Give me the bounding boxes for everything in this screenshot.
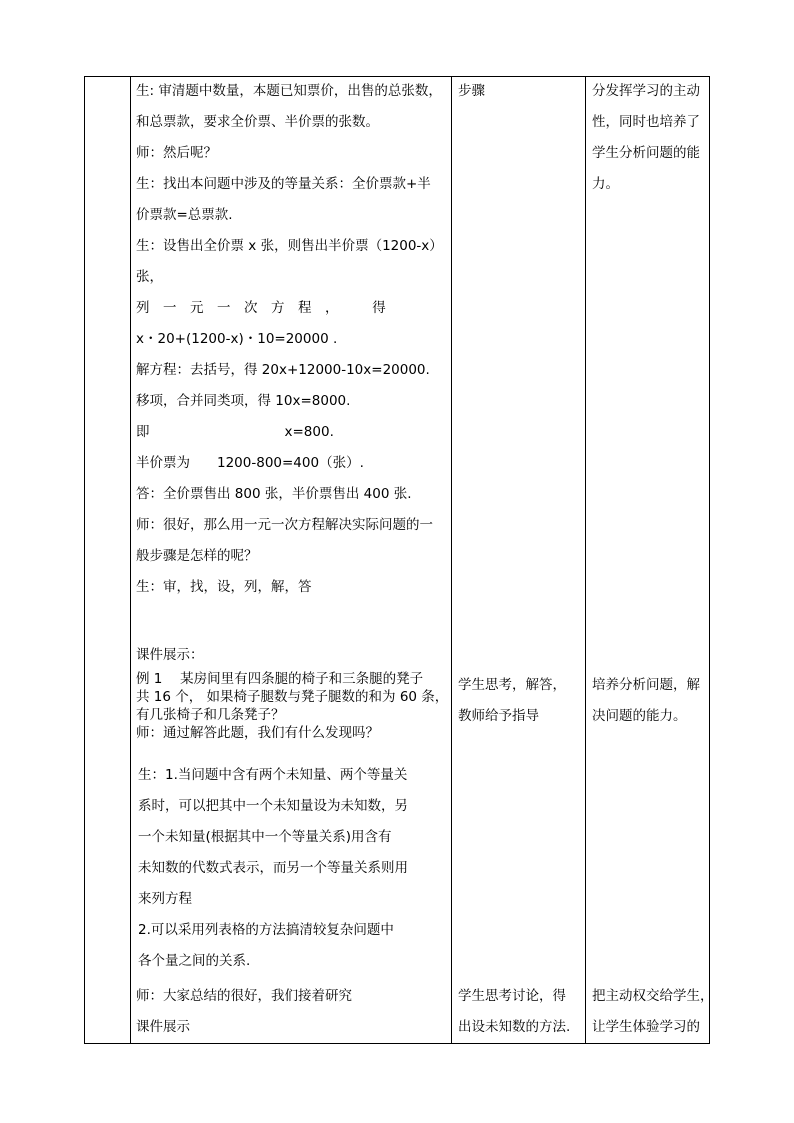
text-line: 分发挥学习的主动 [592,83,700,99]
text-line: 学生思考讨论，得 [458,988,566,1004]
text-line: 师：大家总结的很好，我们接着研究 [136,988,352,1004]
text-line: 有几张椅子和几条凳子？ [136,707,285,723]
courseware-label [136,640,204,671]
intent-top [592,76,700,200]
text-line: 来列方程 [138,891,192,907]
text-line: 解方程：去括号，得 20x+12000-10x=20000. [136,362,430,378]
text-line: 教师给予指导 [458,708,539,724]
intent-bottom [592,981,714,1043]
dialogue-block-3 [136,981,352,1043]
text-line: 学生思考，解答， [458,677,566,693]
activity-mid [458,670,566,732]
text-line: 和总票款，要求全价票、半价票的张数。 [136,114,379,130]
text-line: 生：1.当问题中含有两个未知量、两个等量关 [138,767,408,783]
activity-bottom [458,981,570,1043]
text-line: 课件展示： [136,647,204,663]
text-line: 未知数的代数式表示，而另一个等量关系则用 [138,860,408,876]
equation-line: x・20+(1200-x)・10=20000 . [136,331,338,347]
column-divider [130,77,131,1043]
text-line: 张， [136,269,163,285]
column-divider [451,77,452,1043]
text-line: 生：设售出全价票 x 张，则售出半价票（1200-x） [136,238,443,254]
text-line: 培养分析问题，解 [592,677,700,693]
intent-mid [592,670,700,732]
text-line: 课件展示 [136,1019,190,1035]
text-line: 列 一 元 一 次 方 程 ， 得 [136,300,386,316]
text-line: 性，同时也培养了 [592,114,700,130]
text-line: 生：审，找，设，列，解，答 [136,579,312,595]
text-line: 让学生体验学习的 [592,1019,700,1035]
text-line: 出设未知数的方法. [458,1019,571,1035]
text-line: 即 x=800. [136,424,334,440]
text-line: 各个量之间的关系. [138,953,251,969]
text-line: 步骤 [458,83,485,99]
text-line: 般步骤是怎样的呢？ [136,548,258,564]
text-line: 生：找出本问题中涉及的等量关系：全价票款+半 [136,176,431,192]
text-line: 决问题的能力。 [592,708,687,724]
example-problem [136,670,448,742]
text-line: 师：然后呢？ [136,145,217,161]
text-line: 例 1 某房间里有四条腿的椅子和三条腿的凳子 [136,671,424,687]
text-line: 移项，合并同类项，得 10x=8000. [136,393,351,409]
text-line: 半价票为 1200-800=400（张）. [136,455,364,471]
text-line: 学生分析问题的能 [592,145,700,161]
dialogue-block-2 [138,760,408,977]
text-line: 一个未知量(根据其中一个等量关系)用含有 [138,829,392,845]
text-line: 价票款=总票款. [136,207,233,223]
text-line: 师：很好，那么用一元一次方程解决实际问题的一 [136,517,433,533]
text-line: 答：全价票售出 800 张，半价票售出 400 张. [136,486,412,502]
column-divider [585,77,586,1043]
text-line: 共 16 个， 如果椅子腿数与凳子腿数的和为 60 条， [136,689,449,705]
text-line: 2.可以采用列表格的方法搞清较复杂问题中 [138,922,394,938]
text-line: 生: 审清题中数量，本题已知票价，出售的总张数， [136,83,442,99]
dialogue-block-1 [136,76,443,603]
text-line: 力。 [592,176,619,192]
text-line: 系时，可以把其中一个未知量设为未知数，另 [138,798,408,814]
text-line: 师：通过解答此题，我们有什么发现吗？ [136,725,379,741]
activity-top [458,76,485,107]
text-line: 把主动权交给学生， [592,988,714,1004]
